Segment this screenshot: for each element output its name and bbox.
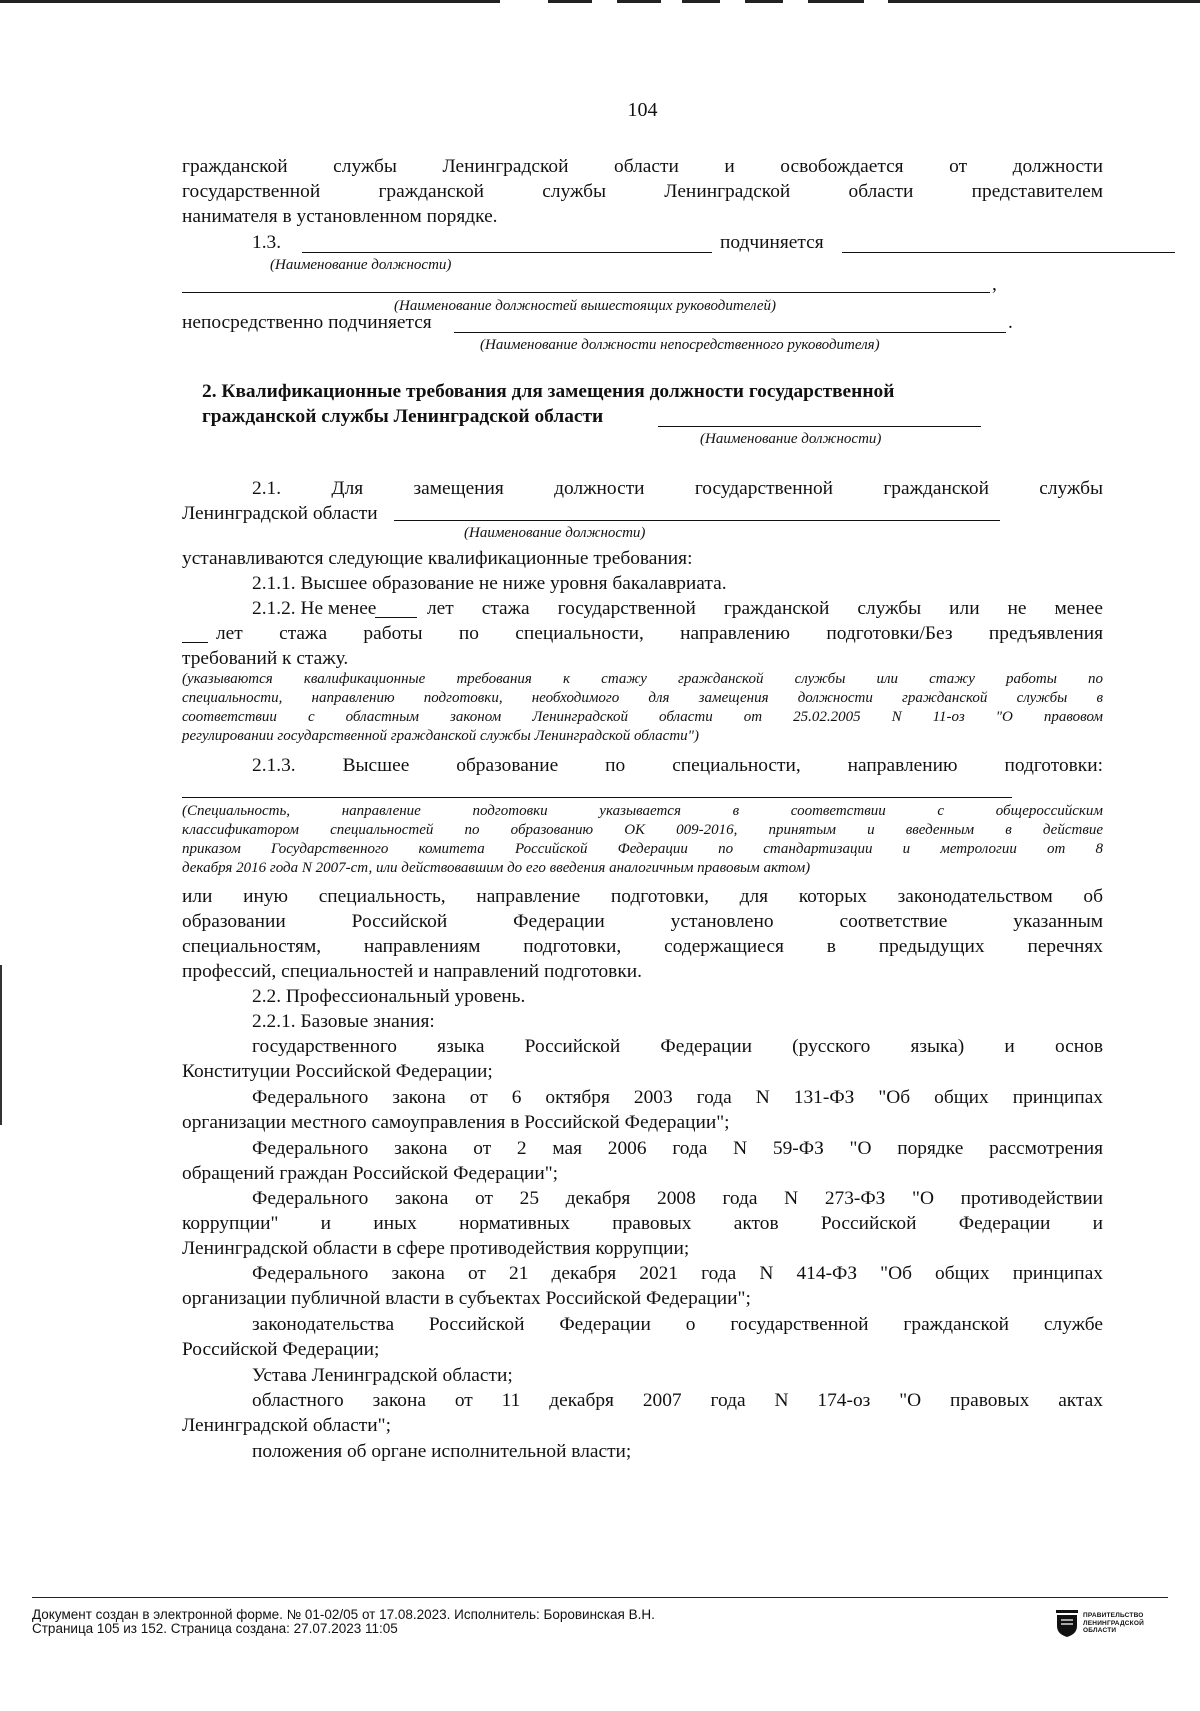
scan-margin-mark: [0, 965, 2, 1125]
text-line: 2.1.2. Не менее: [252, 598, 377, 619]
list-item-cont: Ленинградской области";: [182, 1415, 391, 1436]
blank-line: [842, 252, 1175, 253]
field-caption: (Наименование должности): [270, 257, 452, 273]
list-item-cont: организации публичной власти в субъектах Российской Федерации";: [182, 1288, 751, 1309]
scan-edge: [888, 0, 1200, 3]
note-line: специальности, направлению подготовки, необходимого для замещения должности гражданской службы в: [182, 690, 1103, 706]
note-line: декабря 2016 года N 2007-ст, или действовавшим до его введения аналогичным правовым актом): [182, 860, 811, 876]
section-heading: 2. Квалификационные требования для замещения должности государственной: [202, 381, 895, 402]
text-line: государственной гражданской службы Ленинградской области представителем: [182, 181, 1103, 202]
note-line: регулировании государственной гражданской службы Ленинградской области"): [182, 728, 699, 744]
text-line: 2.2. Профессиональный уровень.: [252, 986, 526, 1007]
scan-edge: [0, 0, 500, 3]
text-line: непосредственно подчиняется: [182, 312, 432, 333]
note-line: классификатором специальностей по образованию ОК 009-2016, принятым и введенным в действие: [182, 822, 1103, 838]
text-line: подчиняется: [720, 232, 824, 253]
text-line: нанимателя в установленном порядке.: [182, 206, 498, 227]
punctuation: .: [1008, 312, 1013, 333]
list-item: Устава Ленинградской области;: [252, 1365, 513, 1386]
list-item: государственного языка Российской Федерации (русского языка) и основ: [252, 1036, 1103, 1057]
blank-line: [182, 292, 990, 293]
list-item: Федерального закона от 6 октября 2003 года N 131-ФЗ "Об общих принципах: [252, 1087, 1103, 1108]
text-line: устанавливаются следующие квалификационные требования:: [182, 548, 693, 569]
page-number: 104: [627, 99, 658, 121]
clause-number: 1.3.: [252, 232, 282, 253]
note-line: (Специальность, направление подготовки указывается в соответствии с общероссийским: [182, 803, 1103, 819]
list-item-cont: обращений граждан Российской Федерации";: [182, 1163, 559, 1184]
blank-line: [182, 642, 208, 643]
text-line: Ленинградской области: [182, 503, 378, 524]
text-line: лет стажа работы по специальности, направлению подготовки/Без предъявления: [216, 623, 1103, 644]
list-item: положения об органе исполнительной власти;: [252, 1441, 632, 1462]
list-item: областного закона от 11 декабря 2007 года N 174-оз "О правовых актах: [252, 1390, 1103, 1411]
note-line: соответствии с областным законом Ленинградской области от 25.02.2005 N 11-оз "О правовом: [182, 709, 1103, 725]
text-line: образовании Российской Федерации установлено соответствие указанным: [182, 911, 1103, 932]
list-item-cont: Российской Федерации;: [182, 1339, 380, 1360]
government-seal: [1056, 1610, 1176, 1642]
seal-text: ОБЛАСТИ: [1083, 1627, 1117, 1634]
coat-of-arms-icon: [1056, 1610, 1078, 1638]
list-item: законодательства Российской Федерации о государственной гражданской службе: [252, 1314, 1103, 1335]
list-item-cont: коррупции" и иных нормативных правовых актов Российской Федерации и: [182, 1213, 1103, 1234]
note-line: приказом Государственного комитета Российской Федерации по стандартизации и метрологии от 8: [182, 841, 1103, 857]
text-line: гражданской службы Ленинградской области и освобождается от должности: [182, 156, 1103, 177]
field-caption: (Наименование должности): [464, 525, 646, 541]
footer-divider: [32, 1597, 1168, 1598]
list-item: Федерального закона от 21 декабря 2021 года N 414-ФЗ "Об общих принципах: [252, 1263, 1103, 1284]
note-line: (указываются квалификационные требования к стажу гражданской службы или стажу работы по: [182, 671, 1103, 687]
text-line: специальностям, направлениям подготовки, содержащиеся в предыдущих перечнях: [182, 936, 1103, 957]
footer-line: Страница 105 из 152. Страница создана: 27.07.2023 11:05: [32, 1621, 398, 1636]
text-line: 2.1.1. Высшее образование не ниже уровня бакалавриата.: [252, 573, 727, 594]
text-line: лет стажа государственной гражданской службы или не менее: [427, 598, 1103, 619]
blank-line: [375, 617, 417, 618]
text-line: или иную специальность, направление подготовки, для которых законодательством об: [182, 886, 1103, 907]
seal-text: ЛЕНИНГРАДСКОЙ: [1083, 1619, 1144, 1627]
footer-line: Документ создан в электронной форме. № 01-02/05 от 17.08.2023. Исполнитель: Боровинская В.Н.: [32, 1607, 655, 1622]
blank-line: [302, 252, 712, 253]
scan-edge: [548, 0, 592, 3]
list-item-cont: Конституции Российской Федерации;: [182, 1061, 493, 1082]
field-caption: (Наименование должности): [700, 431, 882, 447]
blank-line: [454, 332, 1006, 333]
scan-edge: [682, 0, 720, 3]
text-line: 2.1. Для замещения должности государственной гражданской службы: [252, 478, 1103, 499]
section-heading: гражданской службы Ленинградской области: [202, 406, 604, 427]
list-item-cont: Ленинградской области в сфере противодействия коррупции;: [182, 1238, 690, 1259]
blank-line: [658, 426, 981, 427]
text-line: 2.2.1. Базовые знания:: [252, 1011, 435, 1032]
text-line: 2.1.3. Высшее образование по специальности, направлению подготовки:: [252, 755, 1103, 776]
text-line: требований к стажу.: [182, 648, 349, 669]
field-caption: (Наименование должности непосредственного руководителя): [480, 337, 880, 353]
scan-edge: [808, 0, 864, 3]
list-item-cont: организации местного самоуправления в Российской Федерации";: [182, 1112, 730, 1133]
list-item: Федерального закона от 25 декабря 2008 года N 273-ФЗ "О противодействии: [252, 1188, 1103, 1209]
seal-text: ПРАВИТЕЛЬСТВО: [1083, 1612, 1144, 1619]
text-line: профессий, специальностей и направлений подготовки.: [182, 961, 642, 982]
scan-edge: [617, 0, 661, 3]
footer-stamp: [32, 1608, 655, 1636]
blank-line: [182, 797, 1012, 798]
blank-line: [394, 520, 1000, 521]
list-item: Федерального закона от 2 мая 2006 года N 59-ФЗ "О порядке рассмотрения: [252, 1138, 1103, 1159]
punctuation: ,: [992, 274, 997, 295]
field-caption: (Наименование должностей вышестоящих руководителей): [394, 298, 777, 314]
scan-edge: [745, 0, 783, 3]
